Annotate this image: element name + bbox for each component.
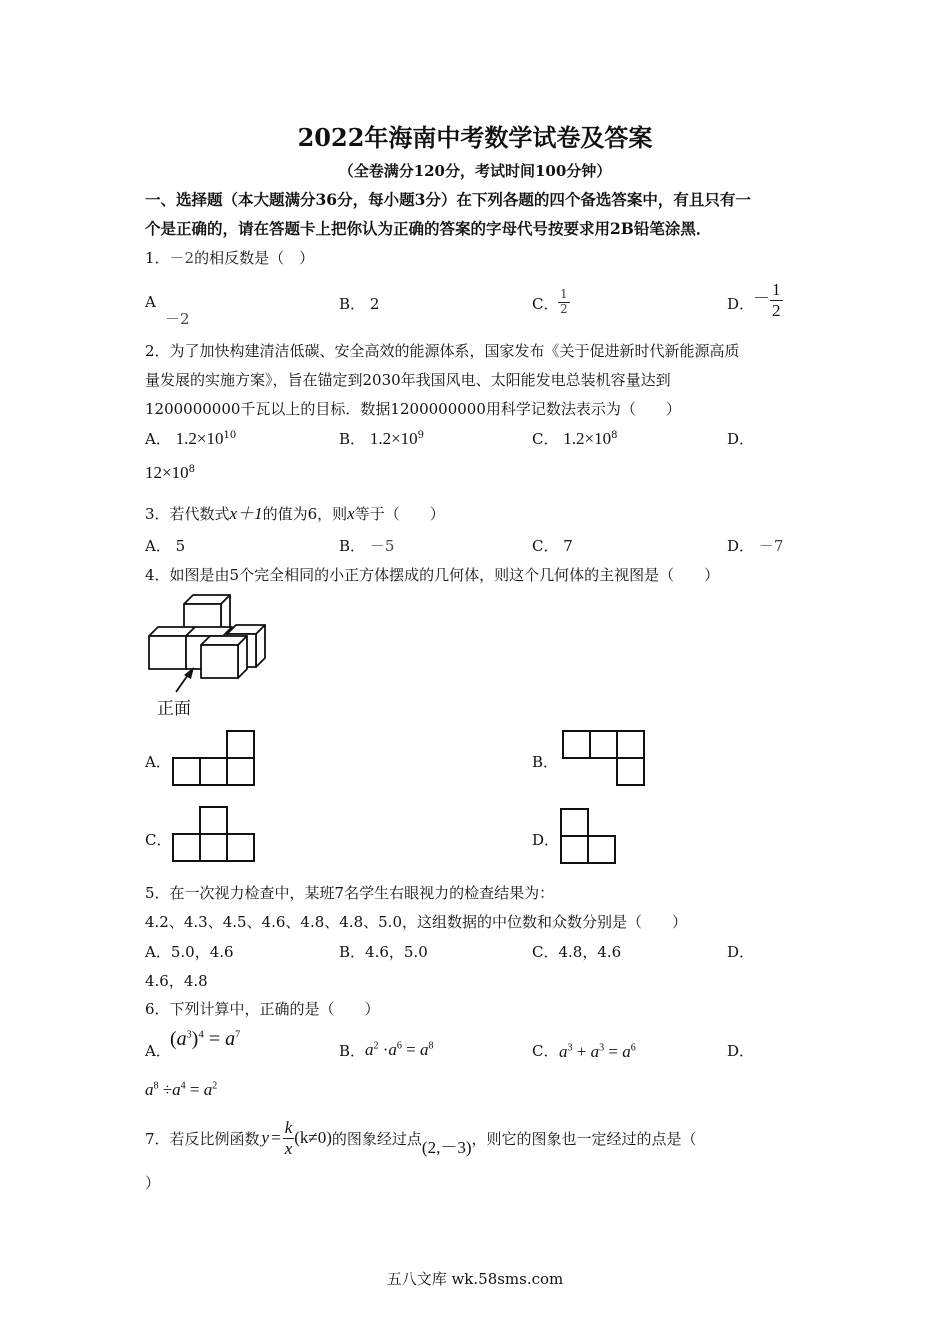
numerator: k [284,1118,293,1137]
q6-option-b-formula: $a^2 \cdot a^6 = a^8$ [365,1040,434,1059]
math-var: y [261,1128,270,1148]
q6-option-a-formula: $(a^3)^4 = a^7$ [170,1028,241,1050]
option-label: B． [339,430,366,448]
q1-option-c-label: C． [532,295,559,313]
q4-option-b-view [562,730,646,786]
stem-text: 的相反数是（ ） [194,249,315,267]
q5-option-d-label: D． [727,943,755,961]
numerator: 1 [772,280,781,299]
option-label: A． [145,430,171,448]
option-label: B． [339,295,366,313]
denominator: x [284,1138,293,1158]
option-label: C． [532,537,559,555]
point-coords: (2,－3) [421,1137,472,1157]
stem-text: 等于（ ） [354,505,445,523]
option-value: 1.2×10 [369,429,418,448]
option-label: A． [145,537,171,555]
option-value: 1.2×10 [175,429,224,448]
q6-option-d-formula: $a^8 \div a^4 = a^2$ [145,1080,218,1099]
page-title: 2022年海南中考数学试卷及答案 [297,123,653,152]
q6-option-c-formula: $a^3 + a^3 = a^6$ [559,1042,636,1061]
q2-option-a [145,428,236,449]
stem-text: 的图象经过点 [331,1129,422,1148]
question-number: 1． [145,249,170,267]
q6-option-a-label: A． [145,1042,171,1060]
q4-option-a-label: A． [145,753,171,771]
q5-option-b: B．4.6，5.0 [339,943,428,961]
question-5-line2: 4.2、4.3、4.5、4.6、4.8、4.8、5.0，这组数据的中位数和众数分别是（ ） [145,913,687,931]
stem-text: 3．若代数式 [145,505,230,523]
q2-option-d-label: D． [727,430,755,448]
stem-text: ，则它的图象也一定经过的点是（ [471,1129,697,1148]
question-4-stem: 4．如图是由5个完全相同的小正方体摆成的几何体，则这个几何体的主视图是（ ） [145,566,720,584]
question-1-stem [145,247,314,268]
q4-option-c-label: C． [145,831,172,849]
q3-option-d [727,535,783,556]
question-3-stem [145,499,445,524]
q2-option-c [532,428,617,449]
exponent: 9 [417,430,425,441]
option-label: C． [532,430,559,448]
numerator: 1 [560,287,568,301]
question-6-stem: 6．下列计算中，正确的是（ ） [145,1000,380,1018]
q3-option-c [532,535,573,556]
question-2-line3: 1200000000千瓦以上的目标．数据1200000000用科学记数法表示为（ ） [145,400,681,418]
equals-sign: = [271,1128,281,1148]
q6-option-d-label: D． [727,1042,755,1060]
q1-option-c-fraction [558,288,570,317]
exponent: 10 [223,430,237,441]
q4-option-b-label: B． [532,753,559,771]
question-5-line1: 5．在一次视力检查中，某班7名学生右眼视力的检查结果为： [145,884,555,902]
option-value: 1.2×10 [563,429,612,448]
sign: － [753,288,770,308]
q1-option-d-label: D． [727,295,755,313]
stem-text: 的值为6，则 [262,505,348,523]
stem-text: 7．若反比例函数 [145,1129,260,1148]
section-heading-line2: 个是正确的，请在答题卡上把你认为正确的答案的字母代号按要求用2B铅笔涂黑． [145,219,712,238]
question-2-line1: 2．为了加快构建清洁低碳、安全高效的能源体系，国家发布《关于促进新时代新能源高质 [145,342,740,360]
option-value: 7 [563,537,573,555]
option-label: D． [727,537,755,555]
figure-label-front: 正面 [157,699,191,719]
function-fraction [283,1118,295,1158]
q3-option-b [339,535,394,556]
denominator: 2 [560,301,568,316]
q1-option-b [339,293,379,314]
option-label: B． [339,537,366,555]
math-var: x [347,504,355,523]
math-expr: －2 [169,249,195,267]
q3-option-a [145,535,185,556]
option-value: －5 [369,537,395,555]
question-7-line2: ） [145,1174,161,1192]
denominator: 2 [772,300,781,320]
q1-option-d-value [753,280,783,320]
q2-option-b [339,428,424,449]
q4-option-d-label: D． [532,831,560,849]
option-value: 5 [175,537,186,555]
q5-option-c: C．4.8，4.6 [532,943,622,961]
section-heading-line1: 一、选择题（本大题满分36分，每小题3分）在下列各题的四个备选答案中，有且只有一 [145,190,751,209]
q6-option-b-label: B． [339,1042,366,1060]
exponent: 8 [188,464,195,475]
footer-watermark: 五八文库 wk.58sms.com [386,1270,564,1288]
exponent: 8 [611,430,618,441]
option-value: 2 [369,295,380,313]
q1-option-a-value: －2 [165,310,190,328]
q4-option-c-view [172,806,256,862]
math-expr: x＋1 [229,504,263,523]
option-value: 12×10 [145,463,189,482]
q5-option-d-value: 4.6，4.8 [145,972,208,990]
q4-option-a-view [172,730,256,786]
option-value: －7 [758,537,784,555]
q4-option-d-view [560,808,618,864]
condition: (k≠0) [294,1128,332,1148]
q6-option-c-label: C． [532,1042,559,1060]
exam-subtitle: （全卷满分120分，考试时间100分钟） [338,162,612,180]
q1-option-a-label: A [145,293,156,311]
q5-option-a: A．5.0，4.6 [145,943,234,961]
question-7-stem [145,1118,697,1158]
question-2-line2: 量发展的实施方案》，旨在锚定到2030年我国风电、太阳能发电总装机容量达到 [145,371,671,389]
q2-option-d-value [145,463,195,483]
